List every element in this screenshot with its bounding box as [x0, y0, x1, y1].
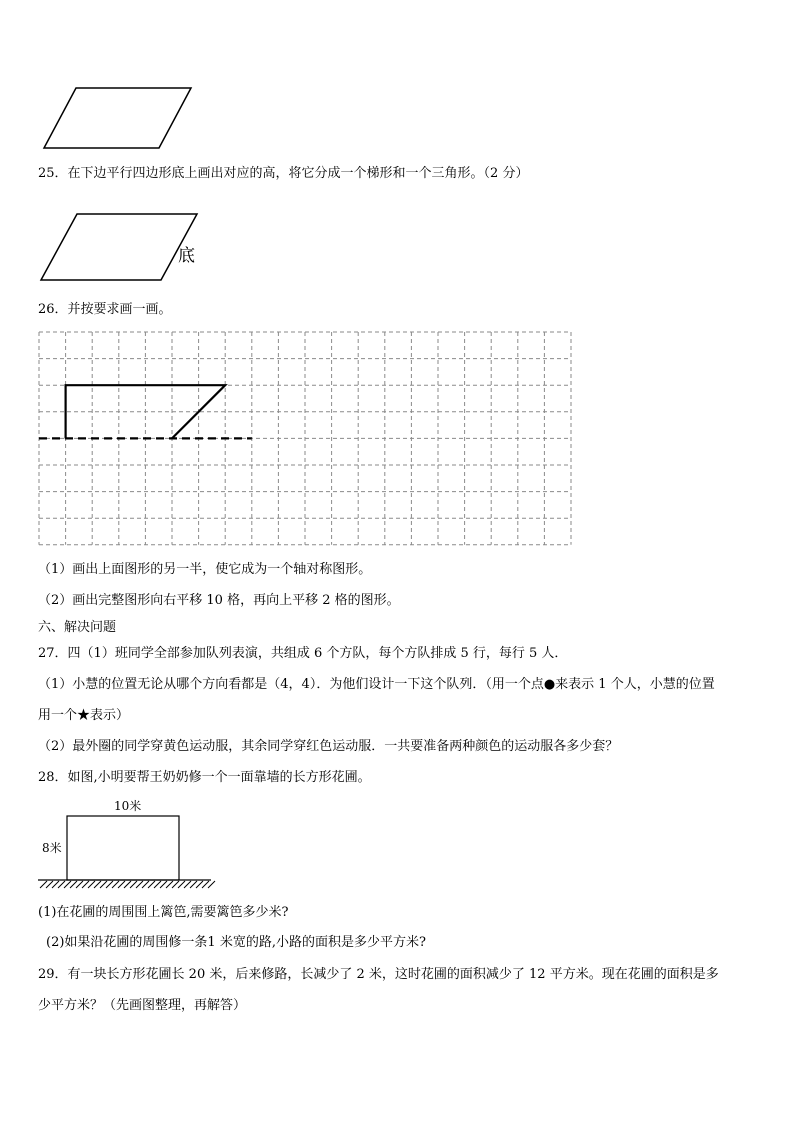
q28-text: 28．如图,小明要帮王奶奶修一个一面靠墙的长方形花圃。	[38, 770, 371, 785]
garden-width-label: 10米	[114, 799, 142, 813]
q29-line1: 29．有一块长方形花圃长 20 米，后来修路，长减少了 2 米，这时花圃的面积减少了 12 平方米。现在花圃的面积是多	[38, 967, 719, 982]
q26-sub2: （2）画出完整图形向右平移 10 格，再向上平移 2 格的图形。	[38, 593, 400, 608]
q28-sub1: (1)在花圃的周围围上篱笆,需要篱笆多少米?	[38, 905, 289, 920]
q27-sub2: （2）最外圈的同学穿黄色运动服，其余同学穿红色运动服．一共要准备两种颜色的运动服各多少套？	[38, 739, 619, 754]
q28-sub2: (2)如果沿花圃的周围修一条1 米宽的路,小路的面积是多少平方米?	[46, 935, 426, 950]
q27-sub1-line2: 用一个★表示）	[38, 708, 130, 723]
q27-text: 27．四（1）班同学全部参加队列表演，共组成 6 个方队，每个方队排成 5 行，每行 5 人．	[38, 646, 568, 661]
garden-height-label: 8米	[42, 841, 62, 855]
q29-line2: 少平方米？（先画图整理，再解答）	[38, 998, 247, 1013]
q26-sub1: （1）画出上面图形的另一半，使它成为一个轴对称图形。	[38, 562, 372, 577]
q26-text: 26．并按要求画一画。	[38, 302, 172, 317]
q25-text: 25．在下边平行四边形底上画出对应的高，将它分成一个梯形和一个三角形。（2 分）	[38, 166, 529, 181]
q27-sub1-line1: （1）小慧的位置无论从哪个方向看都是（4，4）．为他们设计一下这个队列．（用一个点●来表示 1 个人，小慧的位置	[38, 677, 715, 692]
base-label: 底	[178, 246, 195, 266]
section-title: 六、解决问题	[38, 620, 117, 635]
